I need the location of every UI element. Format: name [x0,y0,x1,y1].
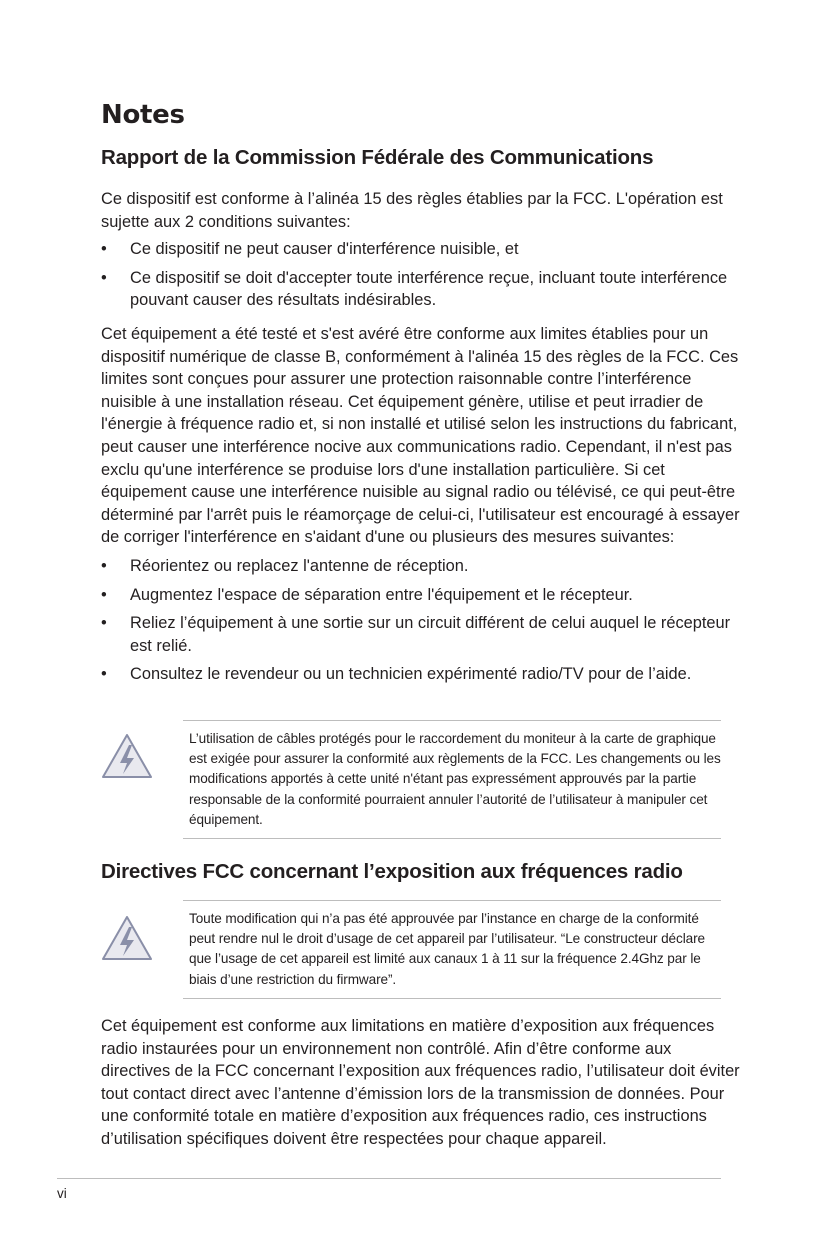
footer-divider [57,1178,721,1179]
list-item-text: Augmentez l'espace de séparation entre l'équipement et le récepteur. [130,585,633,604]
bullet-icon: • [101,268,107,287]
list-item-text: Consultez le revendeur ou un technicien expérimenté radio/TV pour de l’aide. [130,665,692,684]
measures-list [101,555,741,686]
fcc-main-paragraph: Cet équipement a été testé et s'est avéré être conforme aux limites établies pour un dispositif numérique de classe B, conformément à l'alinéa 15 des règles de la FCC. Ces limites sont conçues pour assurer une protection raisonnable contre l’interférence nuisible à une installation réseau. Cet équipement génère, utilise et peut irradier de l'énergie à fréquence radio et, si non installé et utilisé selon les instructions du fabricant, peut causer une interférence nocive aux communications radio. Cependant, il n'est pas exclu qu'une interférence se produise lors d'une installation particulière. Si cet équipement cause une interférence nuisible au signal radio ou télévisé, ce qui peut-être déterminé par l'arrêt puis le réamorçage de celui-ci, l'utilisateur est encouragé à essayer de corriger l'interférence en s'aidant d'une ou plusieurs des mesures suivantes: [101,325,740,547]
fcc-main-block [101,323,741,686]
warning-lightning-icon [101,914,153,962]
fcc-intro-block [101,188,741,312]
warning-lightning-icon [101,732,153,780]
list-item-text: Réorientez ou replacez l'antenne de réception. [130,556,469,575]
list-item-text: Reliez l’équipement à une sortie sur un circuit différent de celui auquel le récepteur est relié. [130,614,731,655]
bullet-icon: • [101,556,107,575]
cable-note-text: L’utilisation de câbles protégés pour le raccordement du moniteur à la carte de graphique est exigée pour assurer la conformité aux règlements de la FCC. Les changements ou les modifications apportés à cette unité n'étant pas expressément approuvés par la partie responsable de la conformité pourraient annuler l’autorité de l’utilisateur à manipuler cet équipement. [183,720,721,839]
fcc-section-heading: Rapport de la Commission Fédérale des Communications [101,146,654,169]
rf-note-text: Toute modification qui n’a pas été approuvée par l’instance en charge de la conformité peut rendre nul le droit d’usage de cet appareil par l’utilisateur. “Le constructeur déclare que l’usage de cet appareil est limité aux canaux 1 à 11 sur la fréquence 2.4Ghz par le biais d’une restriction du firmware”. [183,900,721,999]
bullet-icon: • [101,665,107,684]
list-item-text: Ce dispositif se doit d'accepter toute interférence reçue, incluant toute interférence pouvant causer des résultats indésirables. [130,268,728,310]
bullet-icon: • [101,240,107,259]
page-number: vi [57,1186,67,1201]
rf-main-block [101,1015,741,1151]
list-item [101,612,741,657]
list-item [101,238,741,261]
bullet-icon: • [101,614,107,633]
list-item [101,555,741,578]
list-item [101,584,741,607]
rf-section-heading: Directives FCC concernant l’exposition aux fréquences radio [101,860,683,883]
list-item [101,663,741,686]
conditions-list [101,238,741,312]
rf-main-paragraph: Cet équipement est conforme aux limitations en matière d’exposition aux fréquences radio instaurées pour un environnement non contrôlé. Afin d’être conforme aux directives de la FCC concernant l’exposition aux fréquences radio, l’utilisateur doit éviter tout contact direct avec l’antenne d’émission lors de la transmission de données. Pour une conformité totale en matière d’exposition aux fréquences radio, ces instructions d’utilisation spécifiques doivent être respectées pour chaque appareil. [101,1017,740,1148]
bullet-icon: • [101,585,107,604]
fcc-intro-paragraph: Ce dispositif est conforme à l’alinéa 15 des règles établies par la FCC. L'opération est sujette aux 2 conditions suivantes: [101,190,723,231]
page-title: Notes [101,100,185,130]
list-item [101,267,741,312]
list-item-text: Ce dispositif ne peut causer d'interférence nuisible, et [130,240,519,259]
